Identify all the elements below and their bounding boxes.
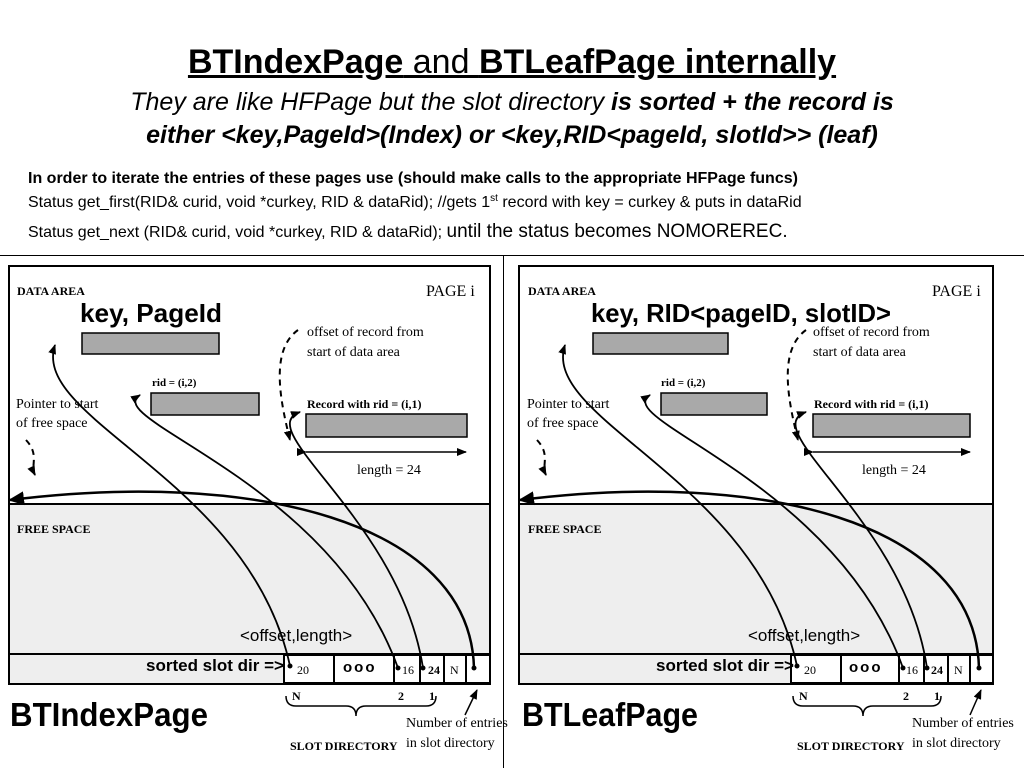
rid2-label: rid = (i,2) <box>152 377 197 389</box>
offset-note-1: offset of record from <box>307 325 424 340</box>
slot-n: N <box>954 663 963 677</box>
length-label: length = 24 <box>862 463 926 478</box>
index-n: N <box>799 689 808 703</box>
btindexpage-diagram <box>9 266 508 753</box>
record-box-rid1 <box>813 414 970 437</box>
note-line2-b: record with key = curkey & puts in dataRid <box>497 194 802 211</box>
record-box-rid2 <box>151 393 259 415</box>
slot-24: 24 <box>931 663 943 677</box>
title-part1: BTIndexPage <box>187 43 404 81</box>
index-2: 2 <box>398 689 404 703</box>
offset-note-2: start of data area <box>307 345 400 360</box>
btleafpage-label: BTLeafPage <box>522 696 698 733</box>
record-rid1-label: Record with rid = (i,1) <box>814 397 929 411</box>
data-area-label: DATA AREA <box>528 284 596 298</box>
offset-note-1: offset of record from <box>813 325 930 340</box>
record-box-rid2 <box>661 393 767 415</box>
page-label: PAGE i <box>932 283 981 300</box>
note-line3-b: until the status becomes NOMOREREC. <box>446 221 788 242</box>
offset-length-label: <offset,length> <box>748 626 861 645</box>
free-space-label: FREE SPACE <box>528 522 602 536</box>
note-line2-sup: st <box>490 193 498 204</box>
pointer-label-2: of free space <box>527 416 599 431</box>
slot-20: 20 <box>804 663 816 677</box>
slot-brace <box>793 696 941 716</box>
num-entries-1: Number of entries <box>406 716 508 731</box>
note-line3-a: Status get_next (RID& curid, void *curkey, RID & dataRid); <box>28 224 447 241</box>
record-box-rid1 <box>306 414 467 437</box>
title-part2: BTLeafPage internally <box>478 43 837 81</box>
record-rid1-label: Record with rid = (i,1) <box>307 397 422 411</box>
num-entries-2: in slot directory <box>406 736 495 751</box>
num-entries-2: in slot directory <box>912 736 1001 751</box>
record-box-top <box>82 333 219 354</box>
subtitle-bold: is sorted + the record is <box>611 88 894 116</box>
btindexpage-label: BTIndexPage <box>10 696 208 733</box>
key-rid-label: key, RID<pageID, slotID> <box>591 298 891 328</box>
num-entries-arrow <box>465 690 477 715</box>
note-line1: In order to iterate the entries of these pages use (should make calls to the appropriate HFPage funcs) <box>28 170 798 187</box>
length-label: length = 24 <box>357 463 421 478</box>
free-space-label: FREE SPACE <box>17 522 91 536</box>
slot-directory-box <box>284 655 490 683</box>
slot-16: 16 <box>402 663 414 677</box>
offset-length-label: <offset,length> <box>240 626 353 645</box>
page-label: PAGE i <box>426 283 475 300</box>
slot-directory-label: SLOT DIRECTORY <box>797 739 905 753</box>
slot-20: 20 <box>297 663 309 677</box>
btleafpage-diagram <box>519 266 1014 753</box>
index-n: N <box>292 689 301 703</box>
subtitle-italic: They are like HFPage but the slot directory <box>130 88 612 116</box>
index-1: 1 <box>429 689 435 703</box>
subtitle-line2: either <key,PageId>(Index) or <key,RID<pageId, slotId>> (leaf) <box>146 121 878 149</box>
slot-24: 24 <box>428 663 440 677</box>
index-1: 1 <box>934 689 940 703</box>
sorted-slot-label: sorted slot dir => <box>146 656 284 675</box>
data-area-label: DATA AREA <box>17 284 85 298</box>
slot-dots: ooo <box>849 659 883 676</box>
slot-directory-box <box>791 655 993 683</box>
pointer-label-1: Pointer to start <box>527 397 610 412</box>
title-and: and <box>403 43 479 81</box>
num-entries-1: Number of entries <box>912 716 1014 731</box>
slot-16: 16 <box>906 663 918 677</box>
sorted-slot-label: sorted slot dir => <box>656 656 794 675</box>
rid2-label: rid = (i,2) <box>661 377 706 389</box>
offset-note-2: start of data area <box>813 345 906 360</box>
note-line2-a: Status get_first(RID& curid, void *curkey, RID & dataRid); //gets 1 <box>28 194 491 211</box>
slot-directory-label: SLOT DIRECTORY <box>290 739 398 753</box>
record-box-top <box>593 333 728 354</box>
pointer-label-2: of free space <box>16 416 88 431</box>
slot-n: N <box>450 663 459 677</box>
slot-dots: ooo <box>343 659 377 676</box>
slot-brace <box>286 696 436 716</box>
num-entries-arrow <box>970 690 981 715</box>
pointer-label-1: Pointer to start <box>16 397 99 412</box>
key-pageid-label: key, PageId <box>80 298 222 328</box>
index-2: 2 <box>903 689 909 703</box>
